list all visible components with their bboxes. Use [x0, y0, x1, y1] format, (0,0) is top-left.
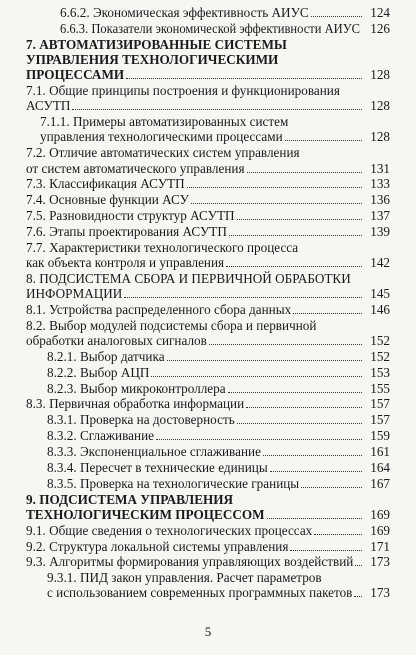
dot-leader [228, 392, 362, 393]
dot-leader [290, 550, 362, 551]
toc-entry-title: 7.3. Классификация АСУТП [26, 176, 185, 192]
toc-entry-title: 6.6.3. Показатели экономической эффективности АИУС [60, 20, 360, 36]
toc-entry-title: 7.2. Отличие автоматических систем управления [26, 145, 300, 161]
toc-page-number: 136 [370, 192, 390, 208]
page-number: 5 [204, 624, 212, 639]
toc-page-number: 139 [370, 223, 390, 239]
toc-entry-title: 9.3. Алгоритмы формирования управляющих воздействий [26, 554, 354, 570]
toc-entry-title: УПРАВЛЕНИЯ ТЕХНОЛОГИЧЕСКИМИ [26, 51, 279, 67]
toc-entry-title: 7.1. Общие принципы построения и функционирования [26, 83, 340, 99]
dot-leader [267, 518, 362, 519]
toc-page-number: 124 [370, 5, 390, 20]
toc-page-number: 157 [370, 396, 390, 412]
toc-entry-title: АСУТП [26, 98, 71, 114]
toc-entry-title: 8.2.1. Выбор датчика [47, 348, 165, 364]
toc-page-number: 152 [370, 348, 390, 364]
toc-entry-title: как объекта контроля и управления [26, 255, 225, 270]
toc-entry-title: 7.1.1. Примеры автоматизированных систем [40, 114, 289, 130]
toc-entry-title: ИНФОРМАЦИИ [26, 286, 123, 302]
toc-page-number: 173 [370, 585, 390, 601]
toc-entry-title: 8.3.3. Экспоненциальное сглаживание [47, 444, 261, 459]
toc-page-number: 167 [370, 475, 390, 491]
dot-leader [247, 172, 362, 173]
toc-entry-title: 9. ПОДСИСТЕМА УПРАВЛЕНИЯ [26, 491, 234, 507]
toc-page-number: 128 [370, 67, 390, 83]
toc-entry-title: 8.3. Первичная обработка информации [26, 396, 245, 412]
toc-entry-title: 9.3.1. ПИД закон управления. Расчет параметров [47, 570, 322, 586]
dot-leader [285, 140, 362, 141]
toc-page-number: 126 [370, 20, 390, 36]
toc-entry-title: 7. АВТОМАТИЗИРОВАННЫЕ СИСТЕМЫ [26, 36, 287, 52]
toc-entry-title: 8.2. Выбор модулей подсистемы сбора и первичной [26, 317, 317, 333]
dot-leader [237, 219, 362, 220]
toc-page-number: 142 [370, 255, 390, 270]
toc-page-number: 159 [370, 428, 390, 444]
dot-leader [209, 344, 362, 345]
dot-leader [167, 360, 362, 361]
toc-entry-title: 8.2.3. Выбор микроконтроллера [47, 380, 226, 396]
toc-entry-title: 7.4. Основные функции АСУ [26, 192, 189, 208]
toc-page-number: 161 [370, 444, 390, 459]
toc-page-number: 145 [370, 286, 390, 302]
dot-leader [72, 109, 362, 110]
toc-page-number: 131 [370, 160, 390, 176]
toc-entry-title: 7.5. Разновидности структур АСУТП [26, 208, 235, 224]
dot-leader [301, 487, 362, 488]
toc-entry-title: 9.2. Структура локальной системы управления [26, 538, 289, 554]
dot-leader [187, 187, 362, 188]
toc-entry-title: 6.6.2. Экономическая эффективность АИУС [60, 5, 309, 20]
dot-leader [124, 297, 362, 298]
toc-entry-title: обработки аналоговых сигналов [26, 333, 207, 349]
dot-leader [226, 266, 362, 267]
toc-entry-title: 8.3.1. Проверка на достоверность [47, 412, 235, 428]
toc-entry-title: 9.1. Общие сведения о технологических процессах [26, 522, 313, 538]
toc-entry-title: с использованием современных программных пакетов [47, 585, 353, 601]
dot-leader [263, 455, 362, 456]
toc-entry-title: 8.2.2. Выбор АЦП [47, 364, 150, 380]
toc-page-number: 157 [370, 412, 390, 428]
dot-leader [270, 471, 362, 472]
dot-leader [354, 596, 362, 597]
dot-leader [293, 313, 362, 314]
toc-entry-title: 8.1. Устройства распределенного сбора данных [26, 301, 292, 317]
toc-page-number: 164 [370, 459, 390, 475]
toc-page-number: 173 [370, 554, 390, 570]
dot-leader [229, 235, 362, 236]
toc-page-number: 128 [370, 129, 390, 145]
toc-entry-title: 8.3.2. Сглаживание [47, 428, 154, 444]
toc-page-number: 146 [370, 301, 390, 317]
dot-leader [237, 423, 362, 424]
dot-leader [314, 534, 362, 535]
dot-leader [156, 439, 362, 440]
toc-page-number: 152 [370, 333, 390, 349]
toc-entry-title: от систем автоматического управления [26, 160, 245, 176]
toc-entry-title: 8. ПОДСИСТЕМА СБОРА И ПЕРВИЧНОЙ ОБРАБОТКИ [26, 270, 351, 286]
toc-page-number: 169 [370, 522, 390, 538]
dot-leader [246, 407, 362, 408]
toc-page-number: 155 [370, 380, 390, 396]
toc-entry-title: управления технологическими процессами [40, 129, 283, 145]
toc-page-number: 171 [370, 538, 390, 554]
toc-entry-title: 8.3.5. Проверка на технологические границы [47, 475, 300, 491]
toc-page-number: 133 [370, 176, 390, 192]
toc-page-number: 137 [370, 208, 390, 224]
toc-page-number: 169 [370, 506, 390, 522]
dot-leader [191, 203, 362, 204]
toc-entry-title: ПРОЦЕССАМИ [26, 67, 125, 83]
toc-entry-title: 7.7. Характеристики технологического процесса [26, 239, 299, 255]
toc-entry-title: 8.3.4. Пересчет в технические единицы [47, 459, 268, 475]
toc-entry-title: 7.6. Этапы проектирования АСУТП [26, 223, 227, 239]
toc-page-number: 153 [370, 364, 390, 380]
toc-entry-title: ТЕХНОЛОГИЧЕСКИМ ПРОЦЕССОМ [26, 506, 265, 522]
dot-leader [126, 78, 362, 79]
dot-leader [355, 565, 362, 566]
dot-leader [151, 376, 362, 377]
dot-leader [311, 16, 362, 17]
toc-page-number: 128 [370, 98, 390, 114]
